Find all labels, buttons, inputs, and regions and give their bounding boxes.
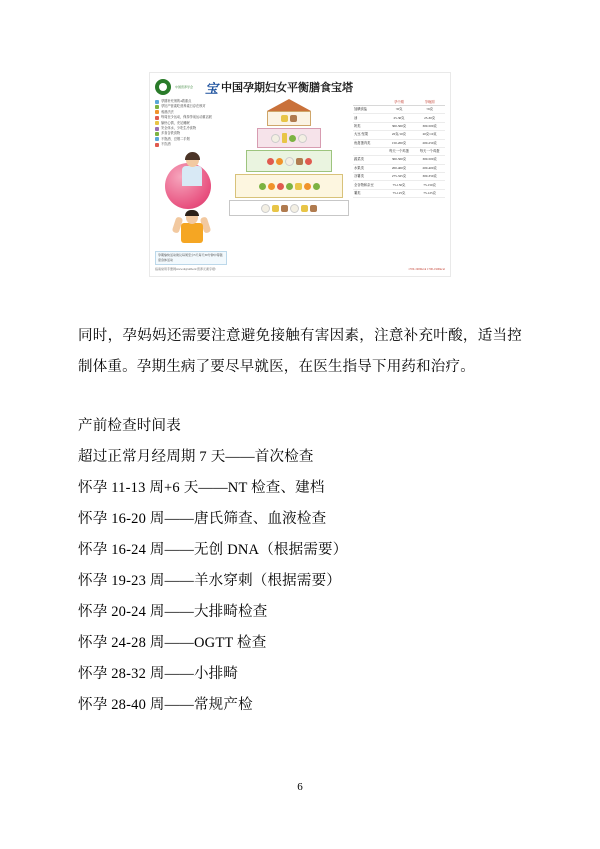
note-text: 每周至少运动，保持孕前运动重活跃	[161, 115, 212, 120]
cell-late: 75-125克	[414, 189, 445, 197]
cell-late: <6克	[414, 106, 445, 114]
cell-label: 全谷物和杂豆	[353, 181, 384, 189]
nutrition-society-logo-icon	[155, 79, 171, 95]
bullet-icon	[155, 137, 159, 141]
pagoda-roof	[267, 99, 311, 111]
cell-mid: 75-150克	[384, 181, 415, 189]
man-illustration	[161, 209, 221, 249]
figure-nutrition-table	[351, 99, 445, 265]
food-icon	[272, 205, 279, 212]
cell-late: 300-350克	[414, 173, 445, 181]
cell-mid: 300-500克	[384, 156, 415, 164]
pagoda-tier-grains	[229, 200, 349, 216]
table-row	[353, 114, 445, 122]
figure-header	[155, 77, 445, 97]
column-header-mid: 孕中期	[384, 99, 415, 106]
note-text: 安全体水，少吃生冷食物	[161, 126, 197, 131]
cell-mid: 20克/10克	[384, 131, 415, 139]
schedule-item: 怀孕 11-13 周+6 天——NT 检查、建档	[78, 479, 325, 496]
food-icon	[313, 183, 320, 190]
figure-notes-list	[155, 99, 227, 148]
food-icon	[281, 115, 288, 122]
food-pagoda-illustration	[229, 99, 349, 265]
page-number: 6	[297, 781, 303, 793]
food-icon	[305, 158, 312, 165]
column-header-late: 孕晚期	[414, 99, 445, 106]
food-icon	[282, 133, 287, 143]
figure-footer-right: 1700-1900kcal 1700-1900kcal	[408, 266, 445, 271]
bullet-icon	[155, 110, 159, 114]
food-icon	[310, 205, 317, 212]
figure-logo-text: 中国营养学会	[175, 85, 194, 89]
cell-mid: 300-500克	[384, 122, 415, 130]
cell-late: 300-500克	[414, 156, 445, 164]
food-icon	[267, 158, 274, 165]
cell-mid: 150-200克	[384, 139, 415, 147]
figure-pregnancy-food-pagoda	[149, 72, 451, 277]
table-row	[353, 156, 445, 164]
bullet-icon	[155, 100, 159, 104]
food-icon	[259, 183, 266, 190]
cell-late: 20克/10克	[414, 131, 445, 139]
table-row	[353, 131, 445, 139]
food-icon	[271, 134, 280, 143]
schedule-item: 怀孕 19-23 周——羊水穿刺（根据需要）	[78, 572, 341, 589]
food-icon	[268, 183, 275, 190]
note-text: 不饮酒	[161, 142, 171, 147]
cell-label	[353, 147, 384, 155]
list-item	[155, 142, 227, 147]
pagoda-tier-vegetables-fruits	[235, 174, 343, 198]
cell-label: 谷薯类	[353, 173, 384, 181]
bullet-icon	[155, 127, 159, 131]
food-icon	[277, 183, 284, 190]
cell-label: 油	[353, 114, 384, 122]
table-row	[353, 122, 445, 130]
cell-late: 200-250克	[414, 139, 445, 147]
note-text: 不饱酒、忌烟二手烟	[161, 136, 190, 141]
cell-mid: 275-325克	[384, 173, 415, 181]
bullet-icon	[155, 121, 159, 125]
schedule-item: 怀孕 28-32 周——小排畸	[78, 665, 239, 682]
note-text: 愉快心情，充足睡眠	[161, 120, 190, 125]
cell-mid: <6克	[384, 106, 415, 114]
woman-body-illustration	[182, 166, 202, 186]
table-row	[353, 181, 445, 189]
cell-label: 奶类	[353, 122, 384, 130]
cell-late: 200-400克	[414, 164, 445, 172]
cell-label: 鱼禽蛋肉类	[353, 139, 384, 147]
food-icon	[304, 183, 311, 190]
pagoda-tier-dairy-soy	[257, 128, 321, 148]
man-hair	[185, 210, 199, 216]
figure-body	[155, 99, 445, 265]
cell-label: 蔬菜类	[353, 156, 384, 164]
note-text: 孕期补充剂的4着重点	[161, 99, 192, 103]
food-icon	[281, 205, 288, 212]
food-icon	[286, 183, 293, 190]
food-icon	[276, 158, 283, 165]
figure-brand-mark: 宝	[205, 80, 218, 96]
pagoda-tier-salt-oil	[267, 111, 311, 126]
table-row	[353, 147, 445, 155]
note-text: 戒酒法法	[161, 109, 174, 114]
bullet-icon	[155, 143, 159, 147]
food-icon	[290, 204, 299, 213]
cell-label: 薯类	[353, 189, 384, 197]
cell-mid: 25-30克	[384, 114, 415, 122]
table-row	[353, 139, 445, 147]
cell-label: 加碘食盐	[353, 106, 384, 114]
cell-label: 水果类	[353, 164, 384, 172]
food-icon	[298, 134, 307, 143]
nutrition-table	[353, 99, 445, 198]
cell-late: 25-30克	[414, 114, 445, 122]
figure-title: 中国孕期妇女平衡膳食宝塔	[221, 82, 354, 94]
note-text: 孕妇产营素吃营养素日存在核对	[161, 104, 206, 109]
figure-left-column	[155, 99, 227, 265]
bullet-icon	[155, 116, 159, 120]
figure-footer	[155, 267, 445, 271]
body-paragraph: 同时，孕妈妈还需要注意避免接触有害因素，注意补充叶酸，适当控制体重。孕期生病了要尽早就医，在医生指导下用药和治疗。	[78, 327, 522, 375]
table-row	[353, 164, 445, 172]
food-icon	[285, 157, 294, 166]
woman-hair-illustration	[185, 152, 200, 160]
man-body	[181, 223, 203, 243]
food-icon	[295, 183, 302, 190]
bullet-icon	[155, 105, 159, 109]
illustration-pregnant-woman-and-man	[155, 153, 227, 249]
schedule-title: 产前检查时间表	[78, 417, 181, 434]
table-row	[353, 106, 445, 114]
schedule-item: 怀孕 16-20 周——唐氏筛查、血液检查	[78, 510, 327, 527]
food-icon	[290, 115, 297, 122]
table-row	[353, 189, 445, 197]
bullet-icon	[155, 132, 159, 136]
cell-mid: 每天一个鸡蛋	[384, 147, 415, 155]
food-icon	[301, 205, 308, 212]
cell-mid: 200-400克	[384, 164, 415, 172]
table-row	[353, 173, 445, 181]
food-icon	[261, 204, 270, 213]
schedule-item: 超过正常月经周期 7 天——首次检查	[78, 448, 314, 465]
schedule-item: 怀孕 24-28 周——OGTT 检查	[78, 634, 267, 651]
pagoda-tier-meat-fish-egg	[246, 150, 332, 172]
schedule-item: 怀孕 28-40 周——常规产检	[78, 696, 253, 713]
cell-late: 300-500克	[414, 122, 445, 130]
prenatal-schedule-section	[78, 411, 522, 721]
schedule-item: 怀孕 20-24 周——大排畸检查	[78, 603, 268, 620]
cell-late: 75-150克	[414, 181, 445, 189]
food-icon	[296, 158, 303, 165]
schedule-item: 怀孕 16-24 周——无创 DNA（根据需要）	[78, 541, 348, 558]
cell-label: 大豆/坚果	[353, 131, 384, 139]
note-text: 多食含铁食物	[161, 131, 181, 136]
cell-mid: 75-125克	[384, 189, 415, 197]
cell-late: 每天一个鸡蛋	[414, 147, 445, 155]
figure-footer-left: 指南常用手册网www.dsyxxlh.cn/营养元素字塔/	[155, 266, 216, 271]
food-icon	[289, 135, 296, 142]
figure-exercise-note: 孕期愉快活动建议每周至少5天每天30分钟中等强度身体活动	[155, 251, 227, 265]
